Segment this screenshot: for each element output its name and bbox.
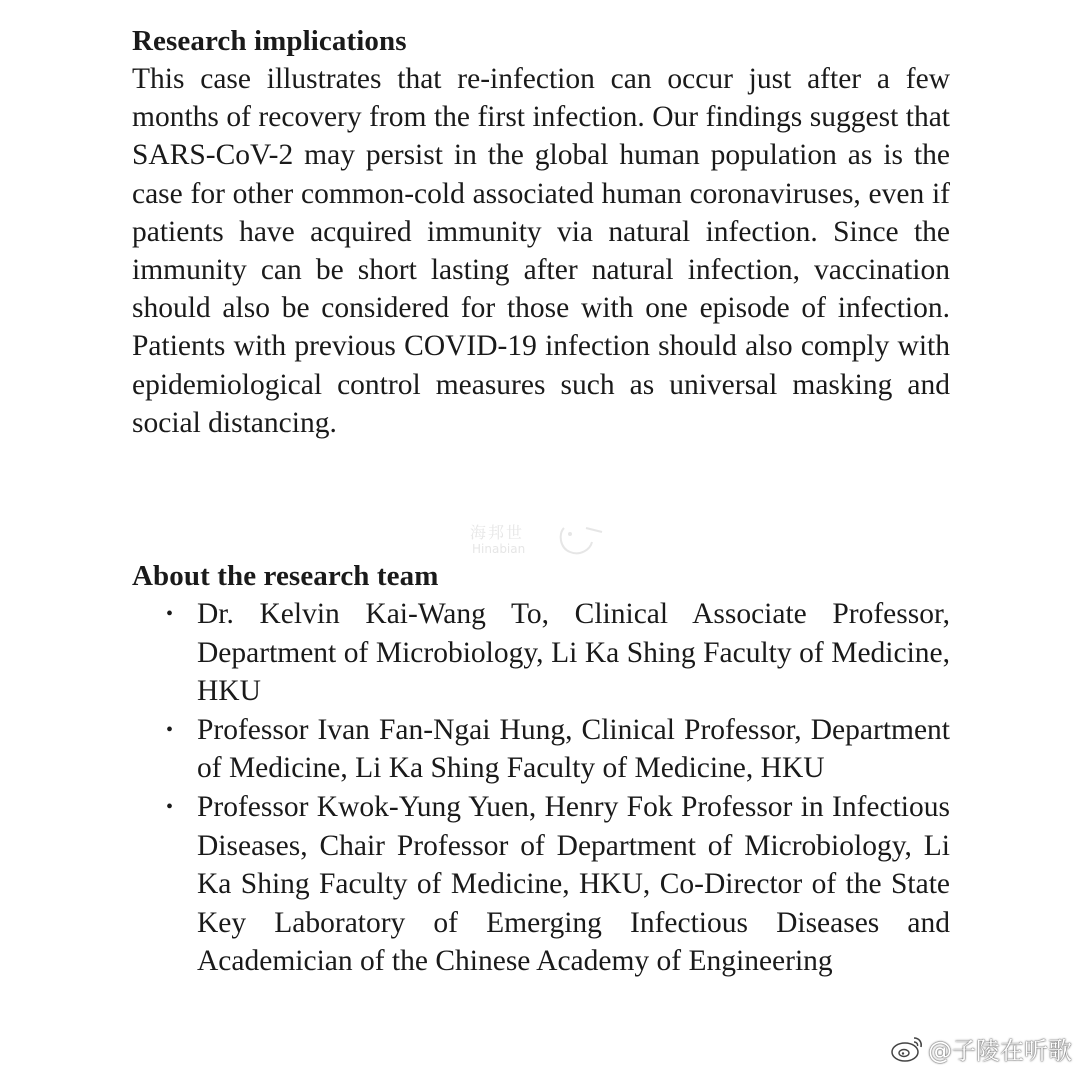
bullet-icon: • — [166, 603, 174, 625]
bullet-icon: • — [166, 718, 174, 741]
team-member-text: Professor Kwok-Yung Yuen, Henry Fok Professor in Infectious Diseases, Chair Professor of Department of Microbiology, Li Ka Shing Faculty of Medicine, HKU, Co-Director of the State Key Laboratory of Emerging Infectious Diseases and Academician of the Chinese Academy of Engineering — [197, 790, 950, 978]
research-implications-paragraph: This case illustrates that re-infection can occur just after a few months of recovery from the first infection. Our findings suggest that SARS-CoV-2 may persist in the global human population as is the case for other common-cold associated human coronaviruses, even if patients have acquired immunity via natural infection. Since the immunity can be short lasting after natural infection, vaccination should also be considered for those with one episode of infection. Patients with previous COVID-19 infection should also comply with epidemiological control measures such as universal masking and social distancing. — [132, 63, 950, 439]
team-member-item — [132, 788, 950, 981]
weibo-watermark — [890, 1031, 1072, 1066]
bullet-icon: • — [166, 795, 174, 818]
weibo-logo-icon — [890, 1035, 924, 1063]
team-member-item — [132, 711, 950, 788]
center-watermark-cn-text: 海邦世 — [470, 523, 525, 542]
watermark-logo-icon — [556, 522, 606, 558]
center-watermark-en-text: Hinabian — [472, 542, 526, 556]
team-member-item — [132, 595, 950, 711]
research-implications-heading: Research implications — [132, 25, 407, 57]
weibo-handle-text: @子陵在听歌 — [928, 1037, 1072, 1065]
team-member-text: Professor Ivan Fan-Ngai Hung, Clinical Professor, Department of Medicine, Li Ka Shing Faculty of Medicine, HKU — [197, 713, 950, 785]
center-watermark — [466, 520, 616, 564]
research-team-list — [132, 595, 950, 981]
research-team-heading: About the research team — [132, 560, 439, 592]
team-member-text: Dr. Kelvin Kai-Wang To, Clinical Associate Professor, Department of Microbiology, Li Ka Shing Faculty of Medicine, HKU — [197, 598, 950, 708]
